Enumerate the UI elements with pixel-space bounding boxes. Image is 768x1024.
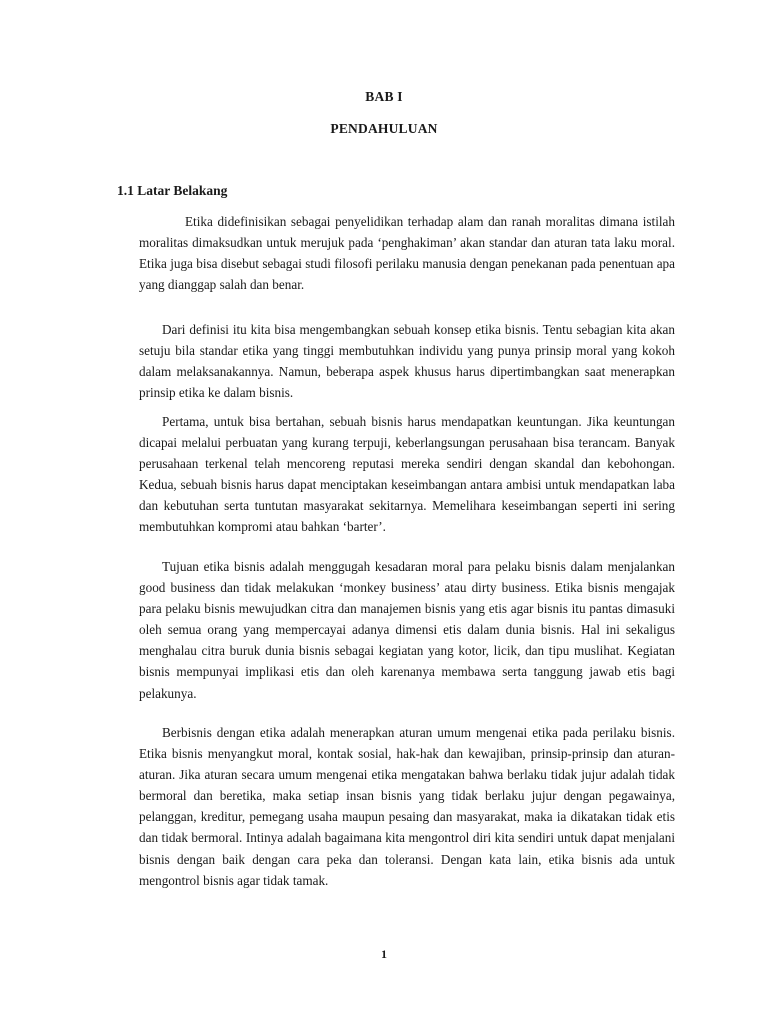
chapter-title: PENDAHULUAN xyxy=(330,121,438,136)
paragraph-3: Pertama, untuk bisa bertahan, sebuah bisnis harus mendapatkan keuntungan. Jika keuntungan dicapai melalui perbuatan yang kurang terpuji, keberlangsungan perusahaan bisa terancam. Banyak perusahaan terkenal telah mencoreng reputasi mereka sendiri dengan skandal dan kebohongan. Kedua, sebuah bisnis harus dapat menciptakan keseimbangan antara ambisi untuk mendapatkan laba dan kebutuhan serta tuntutan masyarakat sekitarnya. Memelihara keseimbangan seperti ini sering membutuhkan kompromi atau bahkan ‘barter’. xyxy=(139,414,675,535)
chapter-heading: BAB I xyxy=(365,89,403,104)
paragraph-5: Berbisnis dengan etika adalah menerapkan aturan umum mengenai etika pada perilaku bisnis. Etika bisnis menyangkut moral, kontak sosial, hak-hak dan kewajiban, prinsip-prinsip dan aturan-aturan. Jika aturan secara umum mengenai etika mengatakan bahwa berlaku tidak jujur adalah tidak bermoral dan beretika, maka setiap insan bisnis yang tidak berlaku jujur dengan pegawainya, pelanggan, kreditur, pemegang usaha maupun pesaing dan masyarakat, maka ia dikatakan tidak etis dan tidak bermoral. Intinya adalah bagaimana kita mengontrol diri kita sendiri untuk dapat menjalani bisnis dengan baik dengan cara peka dan toleransi. Dengan kata lain, etika bisnis ada untuk mengontrol bisnis agar tidak tamak. xyxy=(139,725,675,888)
paragraph-2: Dari definisi itu kita bisa mengembangkan sebuah konsep etika bisnis. Tentu sebagian kita akan setuju bila standar etika yang tinggi membutuhkan individu yang punya prinsip moral yang kokoh dalam melaksanakannya. Namun, beberapa aspek khusus harus dipertimbangkan saat menerapkan prinsip etika ke dalam bisnis. xyxy=(139,322,675,401)
page-number: 1 xyxy=(381,947,387,961)
paragraph-4: Tujuan etika bisnis adalah menggugah kesadaran moral para pelaku bisnis dalam menjalankan good business dan tidak melakukan ‘monkey business’ atau dirty business. Etika bisnis mengajak para pelaku bisnis mewujudkan citra dan manajemen bisnis yang etis agar bisnis itu pantas dimasuki oleh semua orang yang mempercayai adanya dimensi etis dalam dunia bisnis. Hal ini sekaligus menghalau citra buruk dunia bisnis sebagai kegiatan yang kotor, licik, dan tipu muslihat. Kegiatan bisnis mempunyai implikasi etis dan oleh karenanya membawa serta tanggung jawab etis bagi pelakunya. xyxy=(139,559,675,701)
section-title: 1.1 Latar Belakang xyxy=(117,183,228,198)
paragraph-1: Etika didefinisikan sebagai penyelidikan terhadap alam dan ranah moralitas dimana istilah moralitas dimaksudkan untuk merujuk pada ‘penghakiman’ akan standar dan aturan tata laku moral. Etika juga bisa disebut sebagai studi filosofi perilaku manusia dengan penekanan pada penentuan apa yang dianggap salah dan benar. xyxy=(139,214,675,293)
